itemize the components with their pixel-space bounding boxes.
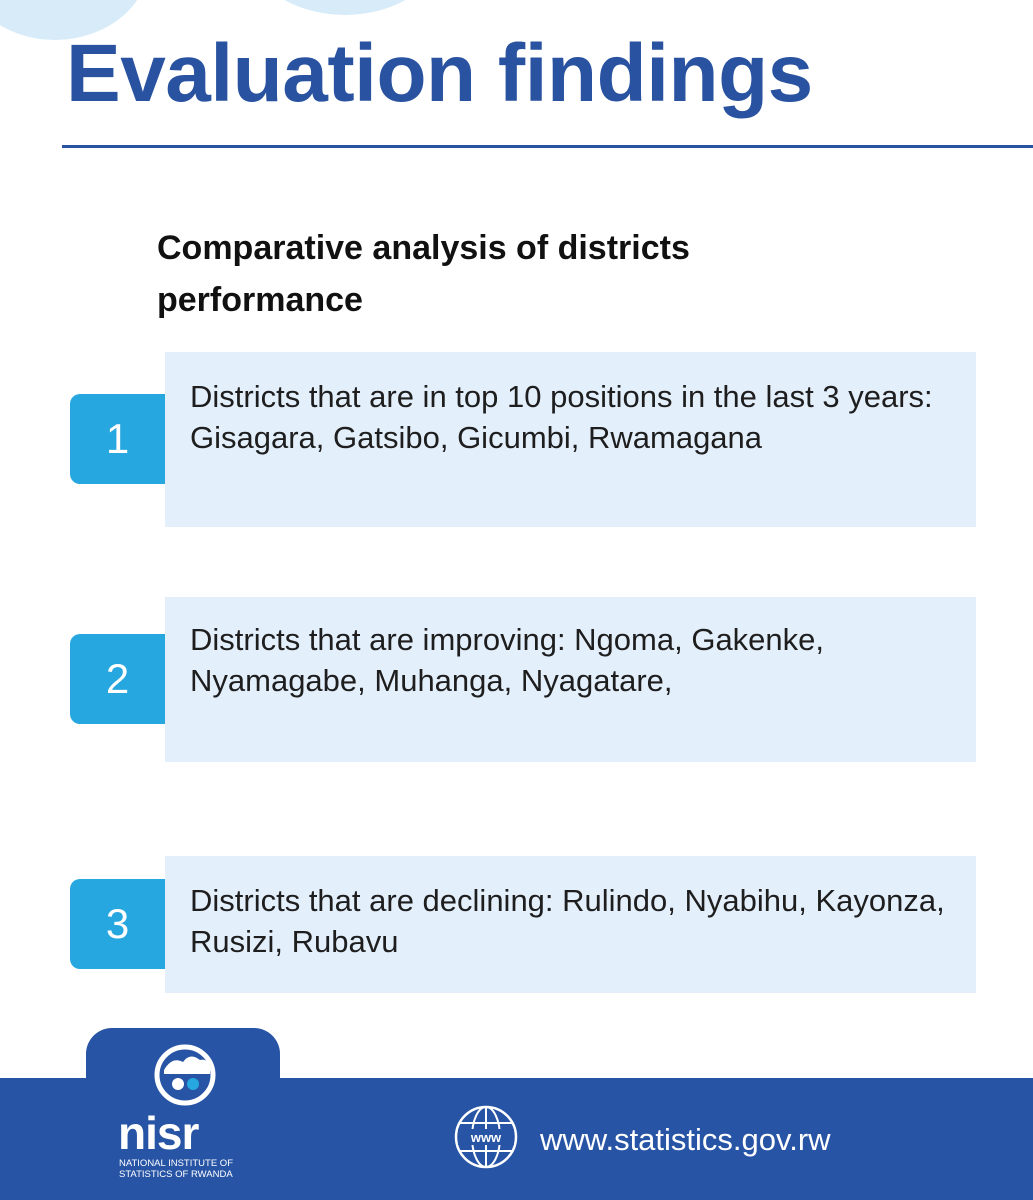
finding-text: Districts that are in top 10 positions in the last 3 years: Gisagara, Gatsibo, Gicumbi, Rwamagana — [190, 379, 933, 455]
globe-label: www — [470, 1130, 502, 1145]
decorative-cloud — [240, 0, 450, 15]
title-divider — [62, 145, 1033, 148]
page-title: Evaluation findings — [66, 28, 813, 119]
finding-item — [70, 597, 976, 762]
nisr-logo-icon — [150, 1040, 220, 1110]
finding-text: Districts that are declining: Rulindo, Nyabihu, Kayonza, Rusizi, Rubavu — [190, 883, 945, 959]
finding-item — [70, 856, 976, 993]
logo-subtext: NATIONAL INSTITUTE OF STATISTICS OF RWANDA — [119, 1158, 234, 1180]
finding-number-badge: 1 — [70, 394, 165, 484]
finding-item — [70, 352, 976, 527]
globe-icon — [452, 1103, 520, 1171]
website-link[interactable]: www.statistics.gov.rw — [540, 1122, 831, 1157]
finding-number-badge: 2 — [70, 634, 165, 724]
finding-number-badge: 3 — [70, 879, 165, 969]
logo-wordmark: nisr — [118, 1107, 199, 1159]
finding-text: Districts that are improving: Ngoma, Gakenke, Nyamagabe, Muhanga, Nyagatare, — [190, 622, 825, 698]
section-subtitle: Comparative analysis of districts performance — [157, 229, 690, 319]
